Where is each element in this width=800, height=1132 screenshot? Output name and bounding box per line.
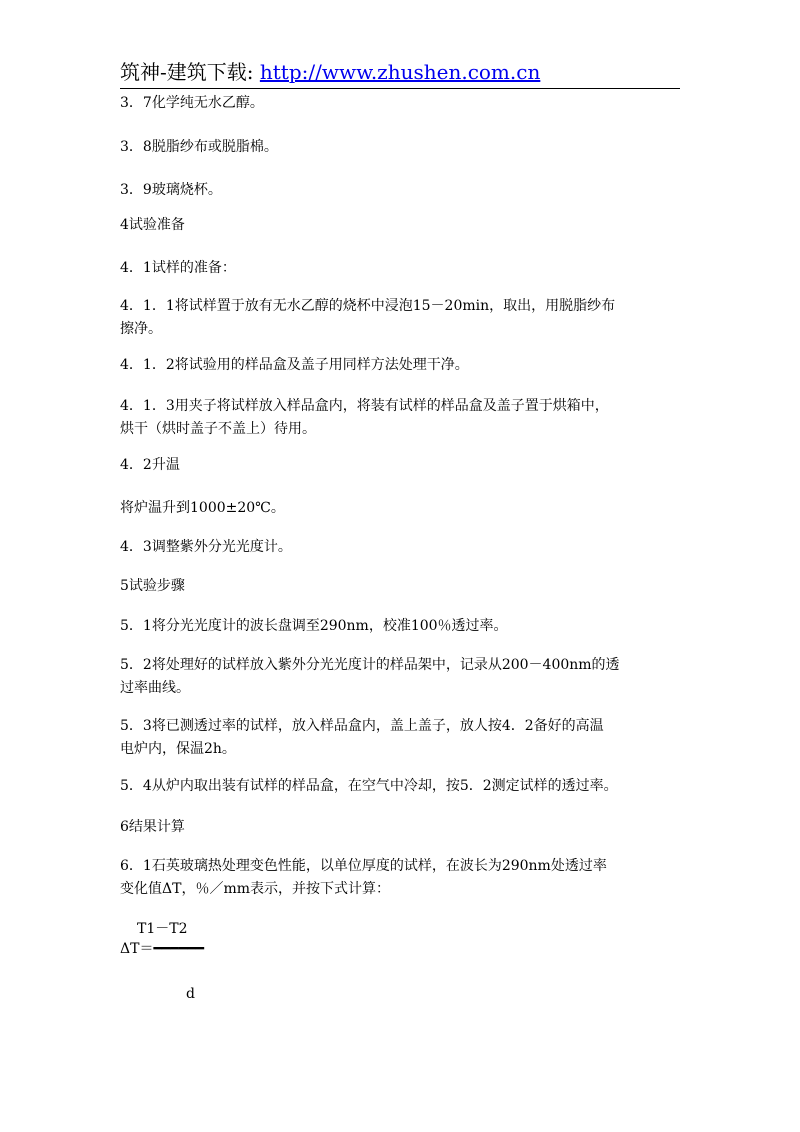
paragraph-line: 5．2将处理好的试样放入紫外分光光度计的样品架中，记录从200－400nm的透 bbox=[120, 657, 620, 673]
paragraph-line: 6．1石英玻璃热处理变色性能，以单位厚度的试样，在波长为290nm处透过率 bbox=[120, 858, 607, 874]
paragraph-line: 5．3将已测透过率的试样，放入样品盒内，盖上盖子，放人按4．2备好的高温 bbox=[120, 718, 604, 734]
section-heading-5 bbox=[120, 575, 685, 598]
paragraph-line: 擦净。 bbox=[120, 321, 162, 337]
fraction-bar: ━━━━━━ bbox=[153, 941, 205, 957]
paragraph-line: 5试验步骤 bbox=[120, 578, 185, 594]
formula-lhs: ΔT＝ bbox=[120, 941, 154, 957]
paragraph-line: 4．1．2将试验用的样品盒及盖子用同样方法处理干净。 bbox=[120, 357, 469, 373]
header-text bbox=[120, 58, 540, 86]
paragraph-3-9 bbox=[120, 179, 685, 202]
paragraph-5-2 bbox=[120, 654, 685, 700]
header-site-name: 筑神-建筑下载: bbox=[120, 60, 260, 84]
paragraph-line: 4．3调整紫外分光光度计。 bbox=[120, 539, 292, 555]
paragraph-line: 3．9玻璃烧杯。 bbox=[120, 182, 222, 198]
section-heading-4 bbox=[120, 214, 685, 237]
paragraph-line: 6结果计算 bbox=[120, 819, 185, 835]
paragraph-4-1-3 bbox=[120, 395, 685, 441]
paragraph-line: 3．8脱脂纱布或脱脂棉。 bbox=[120, 139, 278, 155]
formula-numerator: T1－T2 bbox=[137, 921, 188, 937]
paragraph-line: 5．1将分光光度计的波长盘调至290nm，校准100％透过率。 bbox=[120, 618, 508, 634]
paragraph-4-2 bbox=[120, 454, 685, 477]
paragraph-4-1-1 bbox=[120, 295, 685, 341]
paragraph-line: 将炉温升到1000±20℃。 bbox=[120, 500, 285, 516]
paragraph-line: 变化值ΔT，％／mm表示，并按下式计算： bbox=[120, 881, 390, 897]
formula-denominator: d bbox=[186, 986, 195, 1002]
paragraph-line: 过率曲线。 bbox=[120, 680, 190, 696]
paragraph-line: 5．4从炉内取出装有试样的样品盒，在空气中冷却，按5．2测定试样的透过率。 bbox=[120, 778, 618, 794]
paragraph-4-1-2 bbox=[120, 354, 685, 377]
paragraph-furnace-temp bbox=[120, 497, 685, 520]
page-header bbox=[120, 58, 680, 89]
paragraph-line: 3．7化学纯无水乙醇。 bbox=[120, 95, 264, 111]
paragraph-line: 4．1．1将试样置于放有无水乙醇的烧杯中浸泡15－20min，取出，用脱脂纱布 bbox=[120, 298, 616, 314]
paragraph-3-7 bbox=[120, 92, 685, 115]
paragraph-5-3 bbox=[120, 715, 685, 761]
paragraph-4-3 bbox=[120, 536, 685, 559]
paragraph-line: 烘干（烘时盖子不盖上）待用。 bbox=[120, 421, 316, 437]
paragraph-6-1 bbox=[120, 855, 685, 901]
paragraph-line: 4．1试样的准备： bbox=[120, 260, 236, 276]
paragraph-line: 4．2升温 bbox=[120, 457, 180, 473]
paragraph-3-8 bbox=[120, 136, 685, 159]
paragraph-line: 电炉内，保温2h。 bbox=[120, 741, 236, 757]
paragraph-5-4 bbox=[120, 775, 685, 798]
paragraph-4-1 bbox=[120, 257, 685, 280]
paragraph-5-1 bbox=[120, 615, 685, 638]
paragraph-line: 4．1．3用夹子将试样放入样品盒内，将装有试样的样品盒及盖子置于烘箱中， bbox=[120, 398, 609, 414]
paragraph-line: 4试验准备 bbox=[120, 217, 185, 233]
header-url-link[interactable]: http://www.zhushen.com.cn bbox=[259, 60, 541, 84]
formula-lhs-line bbox=[120, 940, 204, 958]
section-heading-6 bbox=[120, 816, 685, 839]
